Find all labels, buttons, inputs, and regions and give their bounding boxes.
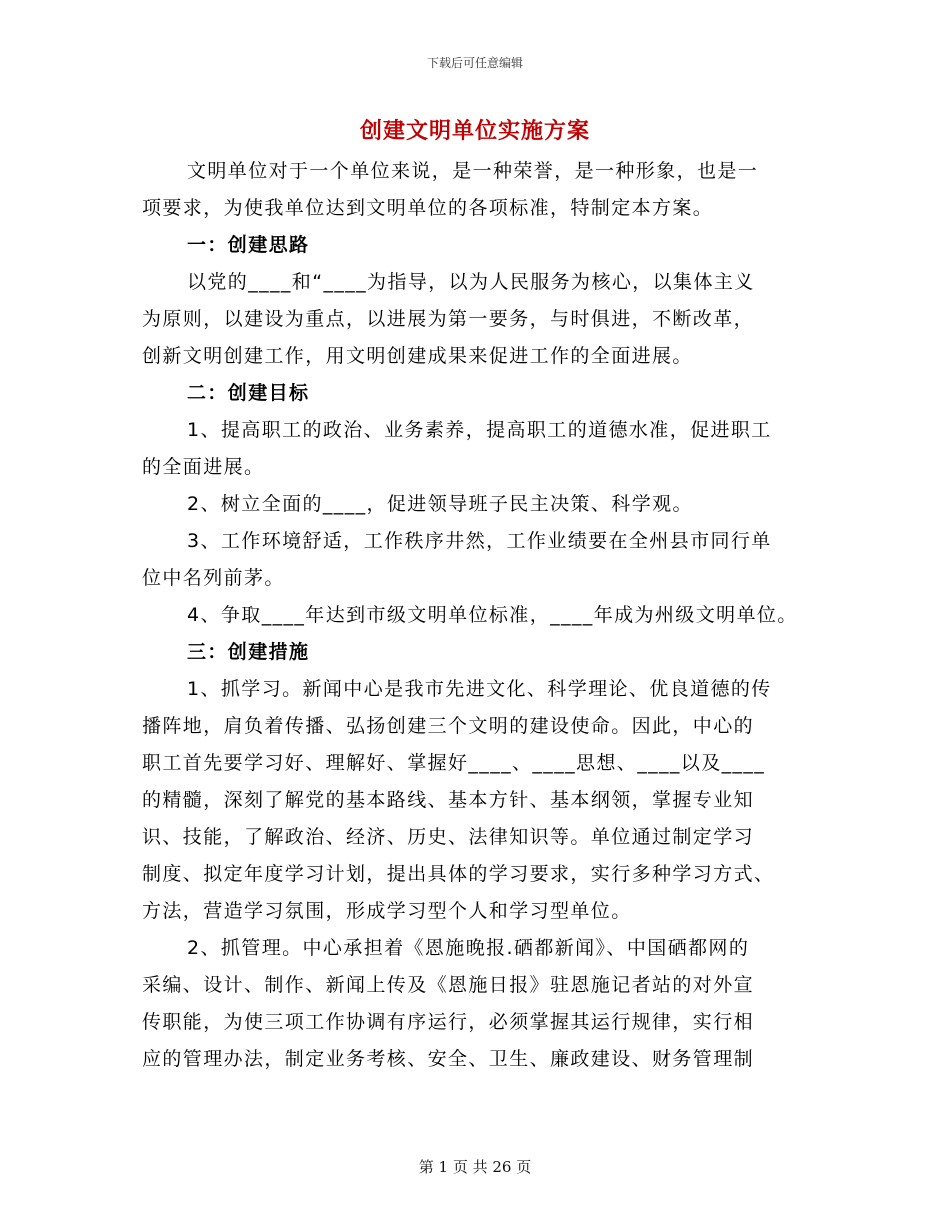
body-line: 1、提高职工的政治、业务素养，提高职工的道德水准，促进职工 — [187, 419, 772, 441]
body-line: 职工首先要学习好、理解好、掌握好____、____思想、____以及____ — [142, 752, 766, 774]
page-header-note: 下载后可任意编辑 — [426, 56, 523, 70]
body-line: 传职能，为使三项工作协调有序运行，必须掌握其运行规律，实行相 — [142, 1011, 755, 1033]
body-line: 的精髓，深刻了解党的基本路线、基本方针、基本纲领，掌握专业知 — [142, 789, 755, 811]
body-line: 4、争取____年达到市级文明单位标准，____年成为州级文明单位。 — [187, 604, 798, 626]
body-line: 2、树立全面的____，促进领导班子民主决策、科学观。 — [187, 493, 693, 515]
body-line: 方法，营造学习氛围，形成学习型个人和学习型单位。 — [142, 900, 632, 922]
body-line: 识、技能，了解政治、经济、历史、法律知识等。单位通过制定学习 — [142, 826, 755, 848]
page-number: 第 1 页 共 26 页 — [418, 1158, 532, 1176]
body-line: 采编、设计、制作、新闻上传及《恩施日报》驻恩施记者站的对外宣 — [142, 974, 755, 996]
body-line: 文明单位对于一个单位来说，是一种荣誉，是一种形象，也是一 — [187, 160, 759, 182]
document-title: 创建文明单位实施方案 — [359, 119, 590, 144]
body-line: 1、抓学习。新闻中心是我市先进文化、科学理论、优良道德的传 — [187, 678, 772, 700]
section-heading: 三：创建措施 — [187, 641, 310, 663]
body-line: 为原则，以建设为重点，以进展为第一要务，与时俱进，不断改革， — [142, 308, 755, 330]
body-line: 以党的____和“____为指导，以为人民服务为核心，以集体主义 — [187, 271, 755, 293]
body-line: 的全面进展。 — [142, 456, 265, 478]
body-line: 3、工作环境舒适，工作秩序井然，工作业绩要在全州县市同行单 — [187, 530, 772, 552]
body-line: 创新文明创建工作，用文明创建成果来促进工作的全面进展。 — [142, 345, 693, 367]
body-line: 2、抓管理。中心承担着《恩施晚报.硒都新闻》、中国硒都网的 — [187, 937, 750, 959]
body-line: 项要求，为使我单位达到文明单位的各项标准，特制定本方案。 — [142, 197, 714, 219]
body-line: 播阵地，肩负着传播、弘扬创建三个文明的建设使命。因此，中心的 — [142, 715, 755, 737]
body-line: 位中名列前茅。 — [142, 567, 285, 589]
section-heading: 二：创建目标 — [187, 382, 310, 404]
body-line: 制度、拟定年度学习计划，提出具体的学习要求，实行多种学习方式、 — [142, 863, 775, 885]
body-line: 应的管理办法，制定业务考核、安全、卫生、廉政建设、财务管理制 — [142, 1048, 755, 1070]
section-heading: 一：创建思路 — [187, 234, 310, 256]
